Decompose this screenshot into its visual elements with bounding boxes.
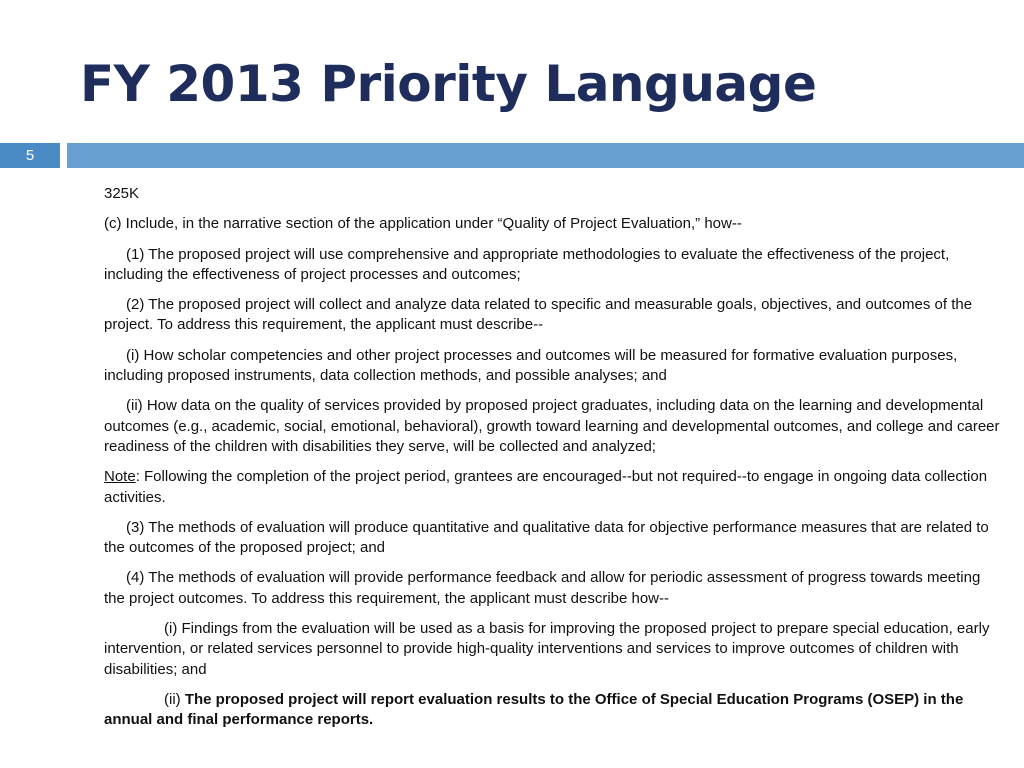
note-paragraph — [104, 467, 1000, 508]
accent-bar — [67, 143, 1024, 168]
item-2: (2) The proposed project will collect and analyze data related to specific and measurable goals, objectives, and outcomes of the project. To address this requirement, the applicant must describe-- — [104, 296, 973, 334]
item-4-ii-prefix: (ii) — [164, 690, 185, 708]
item-4: (4) The methods of evaluation will provide performance feedback and allow for periodic assessment of progress towards meeting the project outcomes. To address this requirement, the applicant must describe how-- — [104, 569, 981, 607]
paragraph-c: (c) Include, in the narrative section of the application under “Quality of Project Evaluation,” how-- — [104, 215, 742, 233]
item-1: (1) The proposed project will use comprehensive and appropriate methodologies to evaluate the effectiveness of the project, including the effectiveness of project processes and outcomes; — [104, 245, 950, 283]
note-text: : Following the completion of the project period, grantees are encouraged--but not required--to engage in ongoing data collection activities. — [104, 468, 988, 506]
item-4-ii — [104, 690, 1000, 731]
note-label: Note — [104, 468, 136, 486]
item-4-i: (i) Findings from the evaluation will be used as a basis for improving the proposed project to prepare special education, early intervention, or related services personnel to provide high-quality interventions and services to improve outcomes of children with disabilities; and — [104, 620, 990, 678]
section-heading: 325K — [104, 185, 140, 202]
item-2-i: (i) How scholar competencies and other project processes and outcomes will be measured for formative evaluation purposes, including proposed instruments, data collection methods, and possible analyses; and — [104, 346, 958, 385]
slide-number: 5 — [0, 143, 60, 168]
slide-title: FY 2013 Priority Language — [80, 55, 817, 113]
item-2-ii: (ii) How data on the quality of services provided by proposed project graduates, including data on the learning and developmental outcomes (e.g., academic, social, emotional, behavioral), growth toward learning and developmental outcomes, and college and career readiness of the children with disabilities they serve, will be collected and analyzed; — [104, 397, 1000, 455]
item-4-ii-bold-text: The proposed project will report evaluation results to the Office of Special Education Programs (OSEP) in the annual and final performance reports. — [104, 690, 964, 729]
item-3: (3) The methods of evaluation will produce quantitative and qualitative data for objective performance measures that are related to the outcomes of the proposed project; and — [104, 518, 989, 557]
slide-body — [104, 184, 1000, 741]
